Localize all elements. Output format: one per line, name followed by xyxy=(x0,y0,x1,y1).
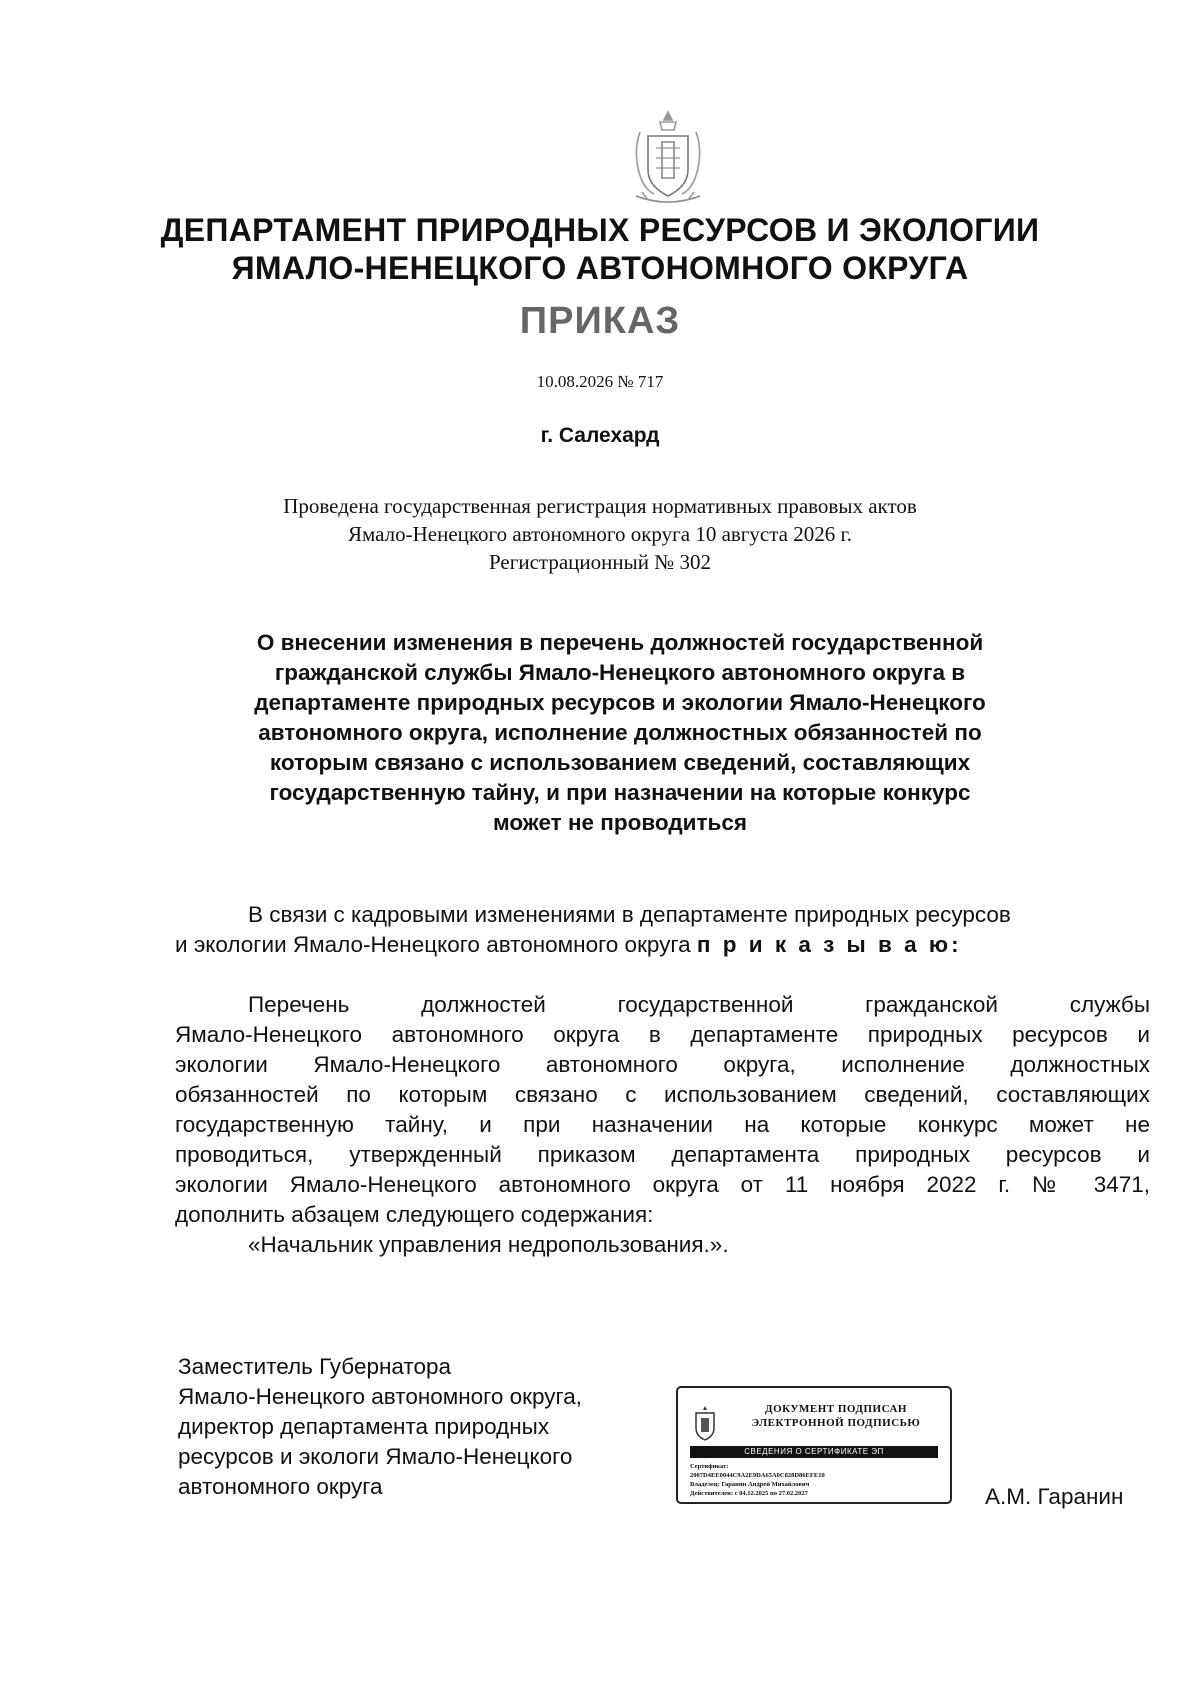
stamp-owner: Владелец: Гаранин Андрей Михайлович xyxy=(690,1481,810,1488)
paragraph-line: государственную тайну, и при назначении на которые конкурс может не xyxy=(175,1112,1150,1137)
stamp-cert-number: 2007D4EE0044C9A2E9DA65A0C828D86EFE10 xyxy=(690,1472,825,1479)
signer-position-line: Ямало-Ненецкого автономного округа, xyxy=(178,1384,583,1409)
stamp-cert-label: Сертификат: xyxy=(690,1463,729,1470)
stamp-certificate-header: СВЕДЕНИЯ О СЕРТИФИКАТЕ ЭП xyxy=(690,1446,938,1458)
department-name-line2: ЯМАЛО-НЕНЕЦКОГО АВТОНОМНОГО ОКРУГА xyxy=(231,250,969,286)
stamp-validity: Действителен: с 04.12.2025 по 27.02.2027 xyxy=(690,1490,808,1497)
order-subject xyxy=(225,628,1015,838)
stamp-title-line: ЭЛЕКТРОННОЙ ПОДПИСЬЮ xyxy=(751,1417,921,1429)
stamp-title-line: ДОКУМЕНТ ПОДПИСАН xyxy=(765,1403,907,1415)
signer-name: А.М. Гаранин xyxy=(985,1484,1124,1509)
signer-position xyxy=(178,1352,678,1502)
department-name-line1: ДЕПАРТАМЕНТ ПРИРОДНЫХ РЕСУРСОВ И ЭКОЛОГИИ xyxy=(160,212,1040,248)
preamble-line: В связи с кадровыми изменениями в департаменте природных ресурсов xyxy=(248,902,1011,927)
order-keyword: п р и к а з ы в а ю: xyxy=(696,932,962,957)
registration-notice xyxy=(0,492,1200,576)
coat-of-arms-emblem xyxy=(626,108,710,210)
preamble-line: и экологии Ямало-Ненецкого автономного округа xyxy=(175,932,697,957)
paragraph-line: экологии Ямало-Ненецкого автономного округа, исполнение должностных xyxy=(175,1052,1150,1077)
registration-line: Проведена государственная регистрация нормативных правовых актов xyxy=(283,494,917,518)
paragraph-line: проводиться, утвержденный приказом департамента природных ресурсов и xyxy=(175,1142,1150,1167)
paragraph-line: Перечень должностей государственной гражданской службы xyxy=(248,992,1150,1017)
stamp-certificate-details xyxy=(690,1462,940,1498)
signer-position-line: автономного округа xyxy=(178,1474,383,1499)
paragraph-line: Ямало-Ненецкого автономного округа в департаменте природных ресурсов и xyxy=(175,1022,1150,1047)
subject-line: О внесении изменения в перечень должностей государственной xyxy=(256,630,984,655)
subject-line: которым связано с использованием сведений, составляющих xyxy=(269,750,971,775)
stamp-emblem-icon xyxy=(690,1404,720,1442)
city-label: г. Салехард xyxy=(540,424,660,447)
registration-number: Регистрационный № 302 xyxy=(489,550,711,574)
subject-line: департаменте природных ресурсов и экологии Ямало-Ненецкого xyxy=(254,690,986,715)
added-position-quote: «Начальник управления недропользования.». xyxy=(248,1232,729,1257)
subject-line: государственную тайну, и при назначении на которые конкурс xyxy=(269,780,971,805)
preamble-paragraph xyxy=(175,900,1150,960)
stamp-title xyxy=(736,1402,936,1430)
paragraph-line: обязанностей по которым связано с использованием сведений, составляющих xyxy=(175,1082,1150,1107)
document-type-title: ПРИКАЗ xyxy=(519,300,681,342)
main-paragraph xyxy=(175,990,1150,1260)
paragraph-line: дополнить абзацем следующего содержания: xyxy=(175,1202,654,1227)
paragraph-line: экологии Ямало-Ненецкого автономного округа от 11 ноября 2022 г. № 3471, xyxy=(175,1172,1150,1197)
subject-line: может не проводиться xyxy=(493,810,747,835)
signer-position-line: директор департамента природных xyxy=(178,1414,550,1439)
subject-line: автономного округа, исполнение должностных обязанностей по xyxy=(258,720,982,745)
signer-position-line: Заместитель Губернатора xyxy=(178,1354,452,1379)
order-date-number: 10.08.2026 № 717 xyxy=(536,372,664,391)
electronic-signature-stamp xyxy=(676,1386,952,1504)
registration-line: Ямало-Ненецкого автономного округа 10 августа 2026 г. xyxy=(348,522,852,546)
signer-position-line: ресурсов и экологи Ямало-Ненецкого xyxy=(178,1444,573,1469)
subject-line: гражданской службы Ямало-Ненецкого автономного округа в xyxy=(274,660,966,685)
